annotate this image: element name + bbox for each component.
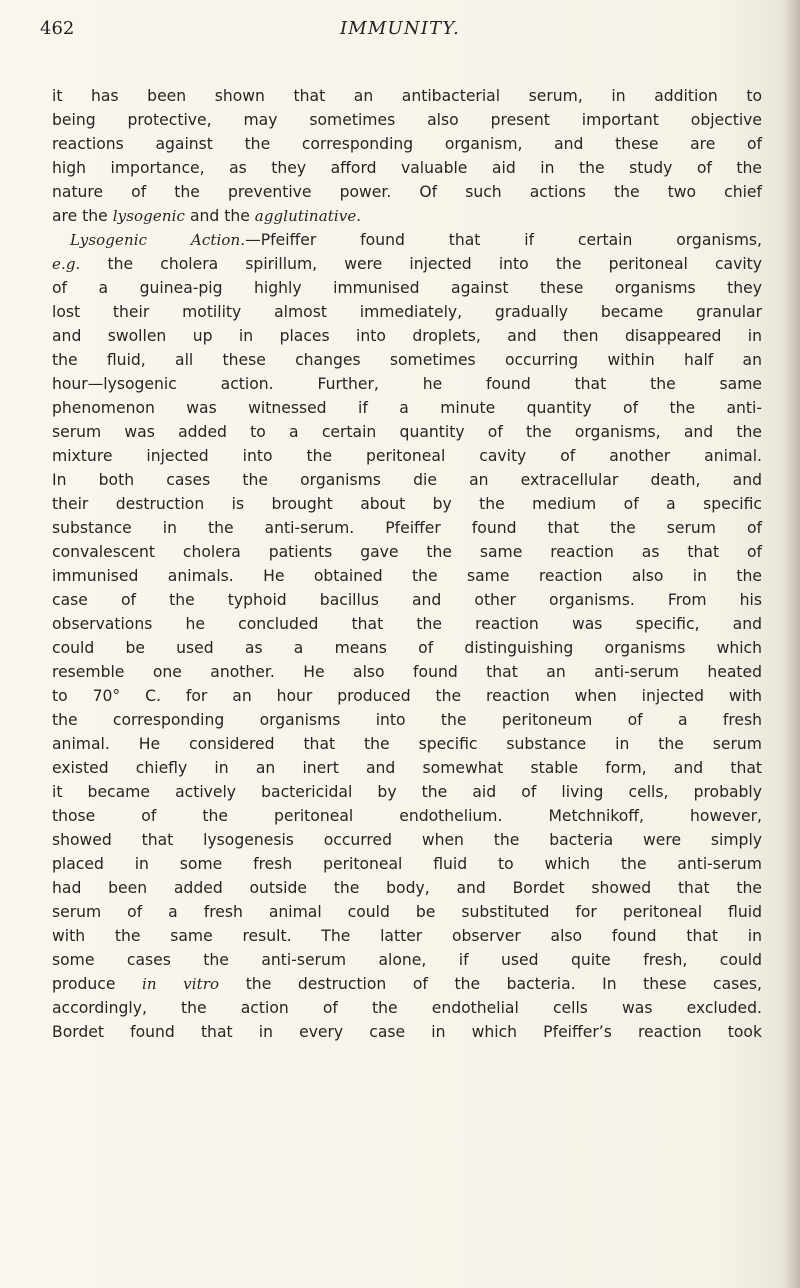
text-line: Bordet found that in every case in which Pfeiffer’s reaction took [52,1023,762,1041]
text-line: of a guinea-pig highly immunised against these organisms they [52,279,762,297]
text-line: with the same result. The latter observer also found that in [52,927,762,945]
text-line: serum of a fresh animal could be substituted for peritoneal fluid [52,903,762,921]
section-heading: Lysogenic Action. [70,231,246,249]
text-line: some cases the anti-serum alone, if used quite fresh, could [52,951,762,969]
italic-term: in vitro [142,975,220,993]
text-line [52,252,762,276]
text-line: had been added outside the body, and Bordet showed that the [52,879,762,897]
text-line: to 70° C. for an hour produced the reaction when injected with [52,687,762,705]
line-segment: and the [184,207,255,225]
text-line: reactions against the corresponding organism, and these are of [52,135,762,153]
line-segment: the cholera spirillum, were injected into the peritoneal cavity [80,255,762,273]
text-line [52,204,762,228]
text-line: mixture injected into the peritoneal cavity of another animal. [52,447,762,465]
page-edge-shadow [784,0,800,1288]
text-line: and swollen up in places into droplets, and then disappeared in [52,327,762,345]
page-number: 462 [40,18,75,39]
text-line: it became actively bactericidal by the aid of living cells, probably [52,783,762,801]
text-line: accordingly, the action of the endothelial cells was excluded. [52,999,762,1017]
text-line: being protective, may sometimes also present important objective [52,111,762,129]
text-line: the fluid, all these changes sometimes occurring within half an [52,351,762,369]
page-header [40,10,760,56]
text-line: could be used as a means of distinguishing organisms which [52,639,762,657]
text-line: convalescent cholera patients gave the same reaction as that of [52,543,762,561]
text-line: high importance, as they afford valuable aid in the study of the [52,159,762,177]
line-segment: produce [52,975,143,993]
text-line: lost their motility almost immediately, gradually became granular [52,303,762,321]
text-line: nature of the preventive power. Of such actions the two chief [52,183,762,201]
text-line [52,972,762,996]
text-line: hour—lysogenic action. Further, he found that the same [52,375,762,393]
text-line: placed in some fresh peritoneal fluid to which the anti-serum [52,855,762,873]
section-heading-line [52,228,762,252]
line-segment: the destruction of the bacteria. In these cases, [219,975,762,993]
text-line: case of the typhoid bacillus and other organisms. From his [52,591,762,609]
text-line: phenomenon was witnessed if a minute quantity of the anti- [52,399,762,417]
text-line: it has been shown that an antibacterial serum, in addition to [52,87,762,105]
text-line: serum was added to a certain quantity of the organisms, and the [52,423,762,441]
text-line: resemble one another. He also found that an anti-serum heated [52,663,762,681]
text-line: observations he concluded that the reaction was specific, and [52,615,762,633]
line-segment: are the [52,207,113,225]
text-line: immunised animals. He obtained the same reaction also in the [52,567,762,585]
line-segment: —Pfeiffer found that if certain organisms, [245,231,762,249]
text-line: In both cases the organisms die an extracellular death, and [52,471,762,489]
text-line: substance in the anti-serum. Pfeiffer found that the serum of [52,519,762,537]
italic-term: agglutinative. [254,207,362,225]
text-line: their destruction is brought about by the medium of a specific [52,495,762,513]
text-line: those of the peritoneal endothelium. Metchnikoff, however, [52,807,762,825]
text-line: the corresponding organisms into the peritoneum of a fresh [52,711,762,729]
italic-term: lysogenic [112,207,185,225]
running-head: IMMUNITY. [339,18,461,39]
text-line: existed chiefly in an inert and somewhat stable form, and that [52,759,762,777]
text-line: animal. He considered that the specific substance in the serum [52,735,762,753]
body-text [52,84,762,1044]
italic-term: e.g. [52,255,81,273]
text-line: showed that lysogenesis occurred when the bacteria were simply [52,831,762,849]
